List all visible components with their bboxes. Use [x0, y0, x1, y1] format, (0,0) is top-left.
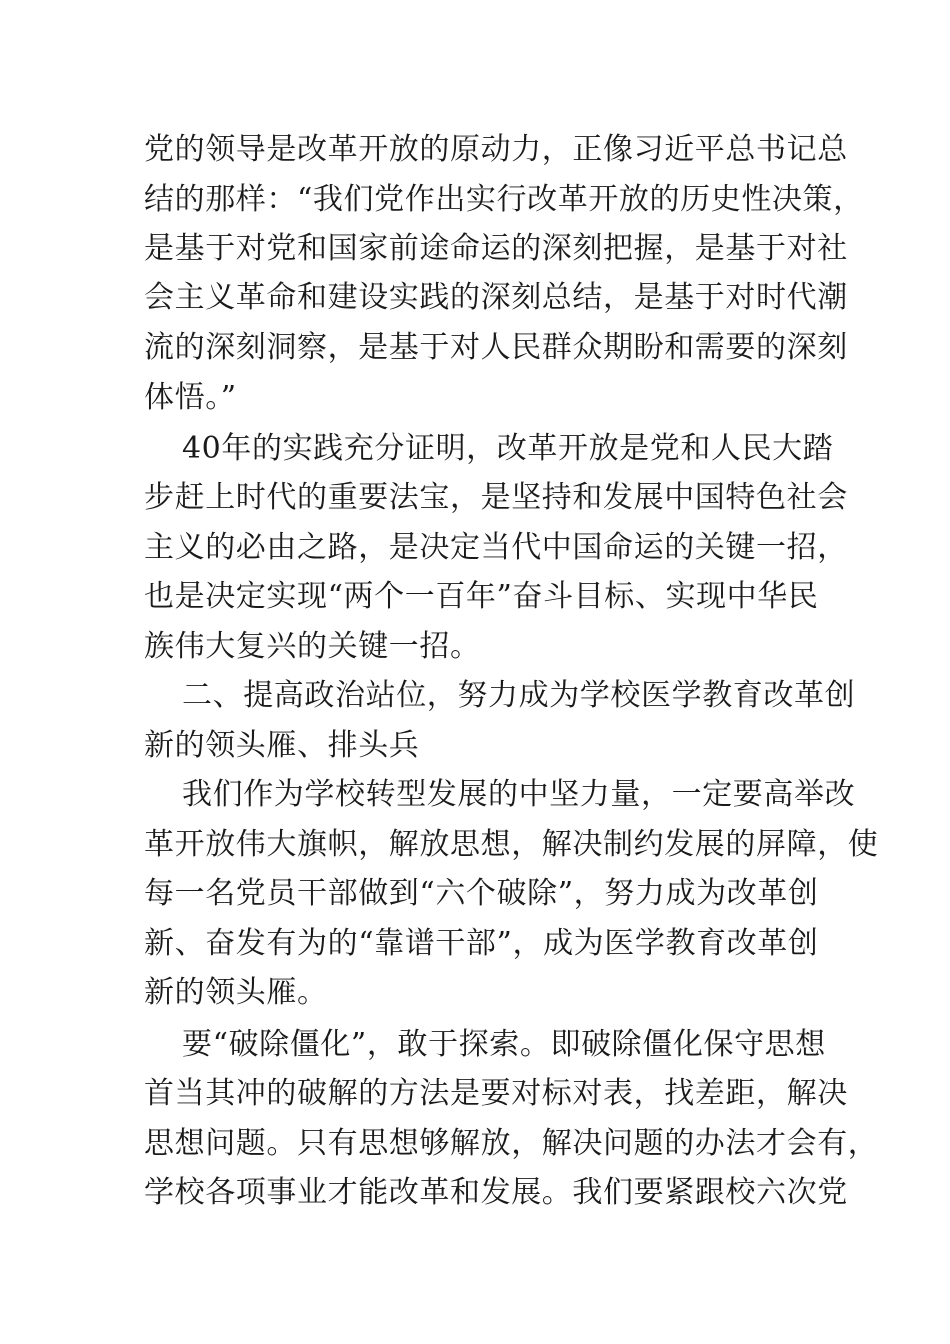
text-line: 新、奋发有为的“靠谱干部”，成为医学教育改革创: [144, 926, 819, 961]
text-line: 结的那样：“我们党作出实行改革开放的历史性决策，: [144, 182, 864, 217]
text-line: 也是决定实现“两个一百年”奋斗目标、实现中华民: [144, 579, 819, 614]
text-line: 步赶上时代的重要法宝，是坚持和发展中国特色社会: [144, 480, 848, 515]
paragraph-first-line: 要“破除僵化”，敢于探索。即破除僵化保守思想: [182, 1027, 826, 1062]
text-line: 党的领导是改革开放的原动力，正像习近平总书记总: [144, 132, 848, 167]
text-line: 新的领头雁。: [144, 975, 328, 1010]
text-line: 思想问题。只有思想够解放，解决问题的办法才会有，: [144, 1126, 879, 1161]
section-heading: 二、提高政治站位，努力成为学校医学教育改革创: [182, 678, 856, 713]
text-line: 革开放伟大旗帜，解放思想，解决制约发展的屏障，使: [144, 827, 879, 862]
paragraph-first-line: 我们作为学校转型发展的中坚力量，一定要高举改: [182, 777, 856, 812]
text-line: 主义的必由之路，是决定当代中国命运的关键一招，: [144, 530, 848, 565]
paragraph-first-line: 40年的实践充分证明，改革开放是党和人民大踏: [182, 431, 834, 466]
text-line: 学校各项事业才能改革和发展。我们要紧跟校六次党: [144, 1175, 848, 1210]
text-line: 首当其冲的破解的方法是要对标对表，找差距，解决: [144, 1076, 848, 1111]
text-line: 流的深刻洞察，是基于对人民群众期盼和需要的深刻: [144, 330, 848, 365]
text-line: 体悟。”: [144, 380, 237, 415]
text-line: 每一名党员干部做到“六个破除”，努力成为改革创: [144, 876, 819, 911]
text-line: 族伟大复兴的关键一招。: [144, 629, 481, 664]
text-line: 是基于对党和国家前途命运的深刻把握，是基于对社: [144, 231, 848, 266]
section-heading-continued: 新的领头雁、排头兵: [144, 728, 420, 763]
text-line: 会主义革命和建设实践的深刻总结，是基于对时代潮: [144, 280, 848, 315]
